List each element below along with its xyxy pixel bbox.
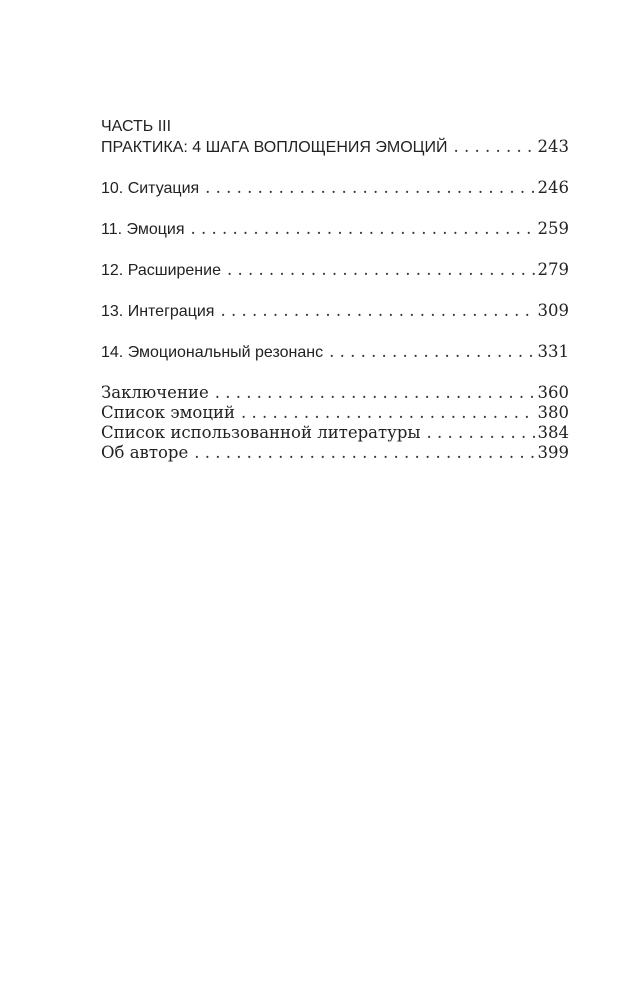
toc-entry-back-matter bbox=[101, 403, 569, 423]
toc-entry-chapter bbox=[101, 342, 569, 362]
toc-entry-part-title bbox=[101, 137, 569, 157]
toc-entry-back-matter bbox=[101, 383, 569, 403]
toc-entry-title: 14. Эмоциональный резонанс bbox=[101, 344, 324, 361]
toc-entry-title: Список эмоций bbox=[101, 403, 235, 422]
table-of-contents bbox=[101, 117, 569, 463]
part-label: ЧАСТЬ III bbox=[101, 118, 172, 135]
toc-entry-page: 360 bbox=[537, 383, 569, 402]
dot-leader bbox=[427, 423, 536, 443]
toc-entry-title: Заключение bbox=[101, 383, 209, 402]
toc-entry-title: 11. Эмоция bbox=[101, 221, 185, 238]
toc-entry-title: Список использованной литературы bbox=[101, 423, 421, 442]
toc-entry-page: 259 bbox=[537, 219, 569, 238]
toc-entry-page: 399 bbox=[537, 443, 569, 462]
toc-entry-back-matter bbox=[101, 443, 569, 463]
toc-entry-title: 13. Интеграция bbox=[101, 303, 215, 320]
toc-entry-page: 384 bbox=[537, 423, 569, 442]
dot-leader bbox=[220, 301, 535, 321]
toc-entry-chapter bbox=[101, 301, 569, 321]
toc-entry-back-matter bbox=[101, 423, 569, 443]
toc-entry-chapter bbox=[101, 178, 569, 198]
toc-entry-chapter bbox=[101, 219, 569, 239]
dot-leader bbox=[241, 403, 536, 423]
dot-leader bbox=[205, 178, 535, 198]
dot-leader bbox=[215, 383, 536, 403]
toc-entry-title: 10. Ситуация bbox=[101, 180, 200, 197]
toc-entry-title: Об авторе bbox=[101, 443, 189, 462]
toc-entry-page: 243 bbox=[537, 137, 569, 156]
dot-leader bbox=[194, 443, 535, 463]
dot-leader bbox=[454, 137, 536, 157]
dot-leader bbox=[190, 219, 535, 239]
toc-entry-page: 279 bbox=[537, 260, 569, 279]
toc-entry-page: 331 bbox=[537, 342, 569, 361]
toc-entry-page: 380 bbox=[537, 403, 569, 422]
toc-entry-title: 12. Расширение bbox=[101, 262, 221, 279]
dot-leader bbox=[227, 260, 536, 280]
toc-entry-page: 246 bbox=[537, 178, 569, 197]
toc-entry-chapter bbox=[101, 260, 569, 280]
dot-leader bbox=[329, 342, 535, 362]
toc-entry-title: ПРАКТИКА: 4 ШАГА ВОПЛОЩЕНИЯ ЭМОЦИЙ bbox=[101, 139, 448, 156]
toc-entry-page: 309 bbox=[537, 301, 569, 320]
